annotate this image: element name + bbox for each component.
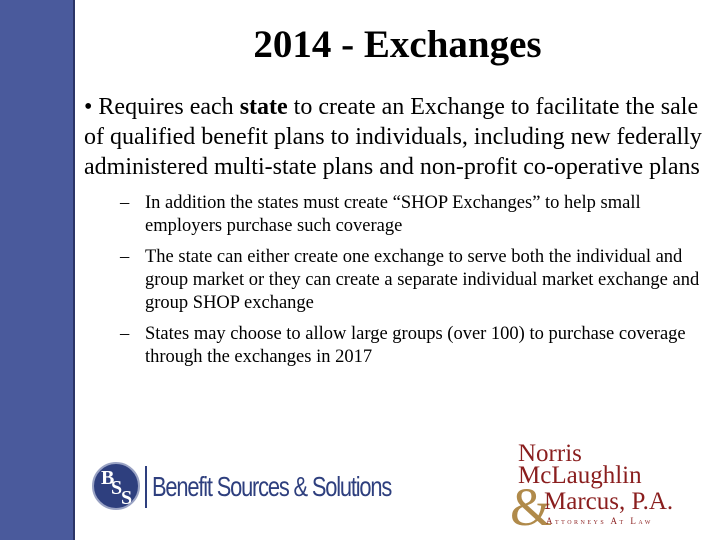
sub-bullet [84, 323, 704, 369]
sub-bullet-text: States may choose to allow large groups (over 100) to purchase coverage through the exchanges in 2017 [145, 324, 686, 367]
law-firm-tagline: Attorneys At Law [546, 516, 653, 526]
law-firm-line3: Marcus, P.A. [544, 488, 674, 515]
bss-monogram-icon: B S S [92, 462, 140, 510]
sub-bullet [84, 192, 704, 238]
main-bullet [84, 92, 704, 182]
sub-bullet-text: The state can either create one exchange to serve both the individual and group market or they can create a separate individual market exchange and group SHOP exchange [145, 247, 700, 313]
sub-bullet-dash: – [120, 193, 130, 213]
sub-bullet-dash: – [120, 324, 130, 344]
sub-bullet [84, 246, 704, 315]
law-firm-line2: McLaughlin [518, 462, 642, 489]
sub-bullet-dash: – [120, 247, 130, 267]
bss-logo [92, 460, 392, 514]
bullet-text-before: Requires each [98, 94, 240, 120]
bss-logo-divider [145, 466, 147, 508]
law-firm-line1: Norris [518, 440, 582, 467]
bullet-bold-word: state [239, 94, 288, 120]
bss-logo-name: Benefit Sources & Solutions [152, 471, 392, 502]
bullet-marker: • [84, 94, 93, 120]
sub-bullet-text: In addition the states must create “SHOP Exchanges” to help small employers purchase such coverage [145, 193, 641, 236]
law-firm-logo [510, 440, 710, 537]
law-firm-ampersand: & [510, 477, 553, 537]
slide-content [84, 92, 704, 369]
sidebar-band [0, 0, 73, 540]
sidebar-divider [73, 0, 75, 540]
bullet-text-after: to create an Exchange to facilitate the sale of qualified benefit plans to individuals, including new federally administered multi-state plans and non-profit co-operative plans [84, 94, 702, 180]
slide-title: 2014 - Exchanges [253, 23, 542, 66]
